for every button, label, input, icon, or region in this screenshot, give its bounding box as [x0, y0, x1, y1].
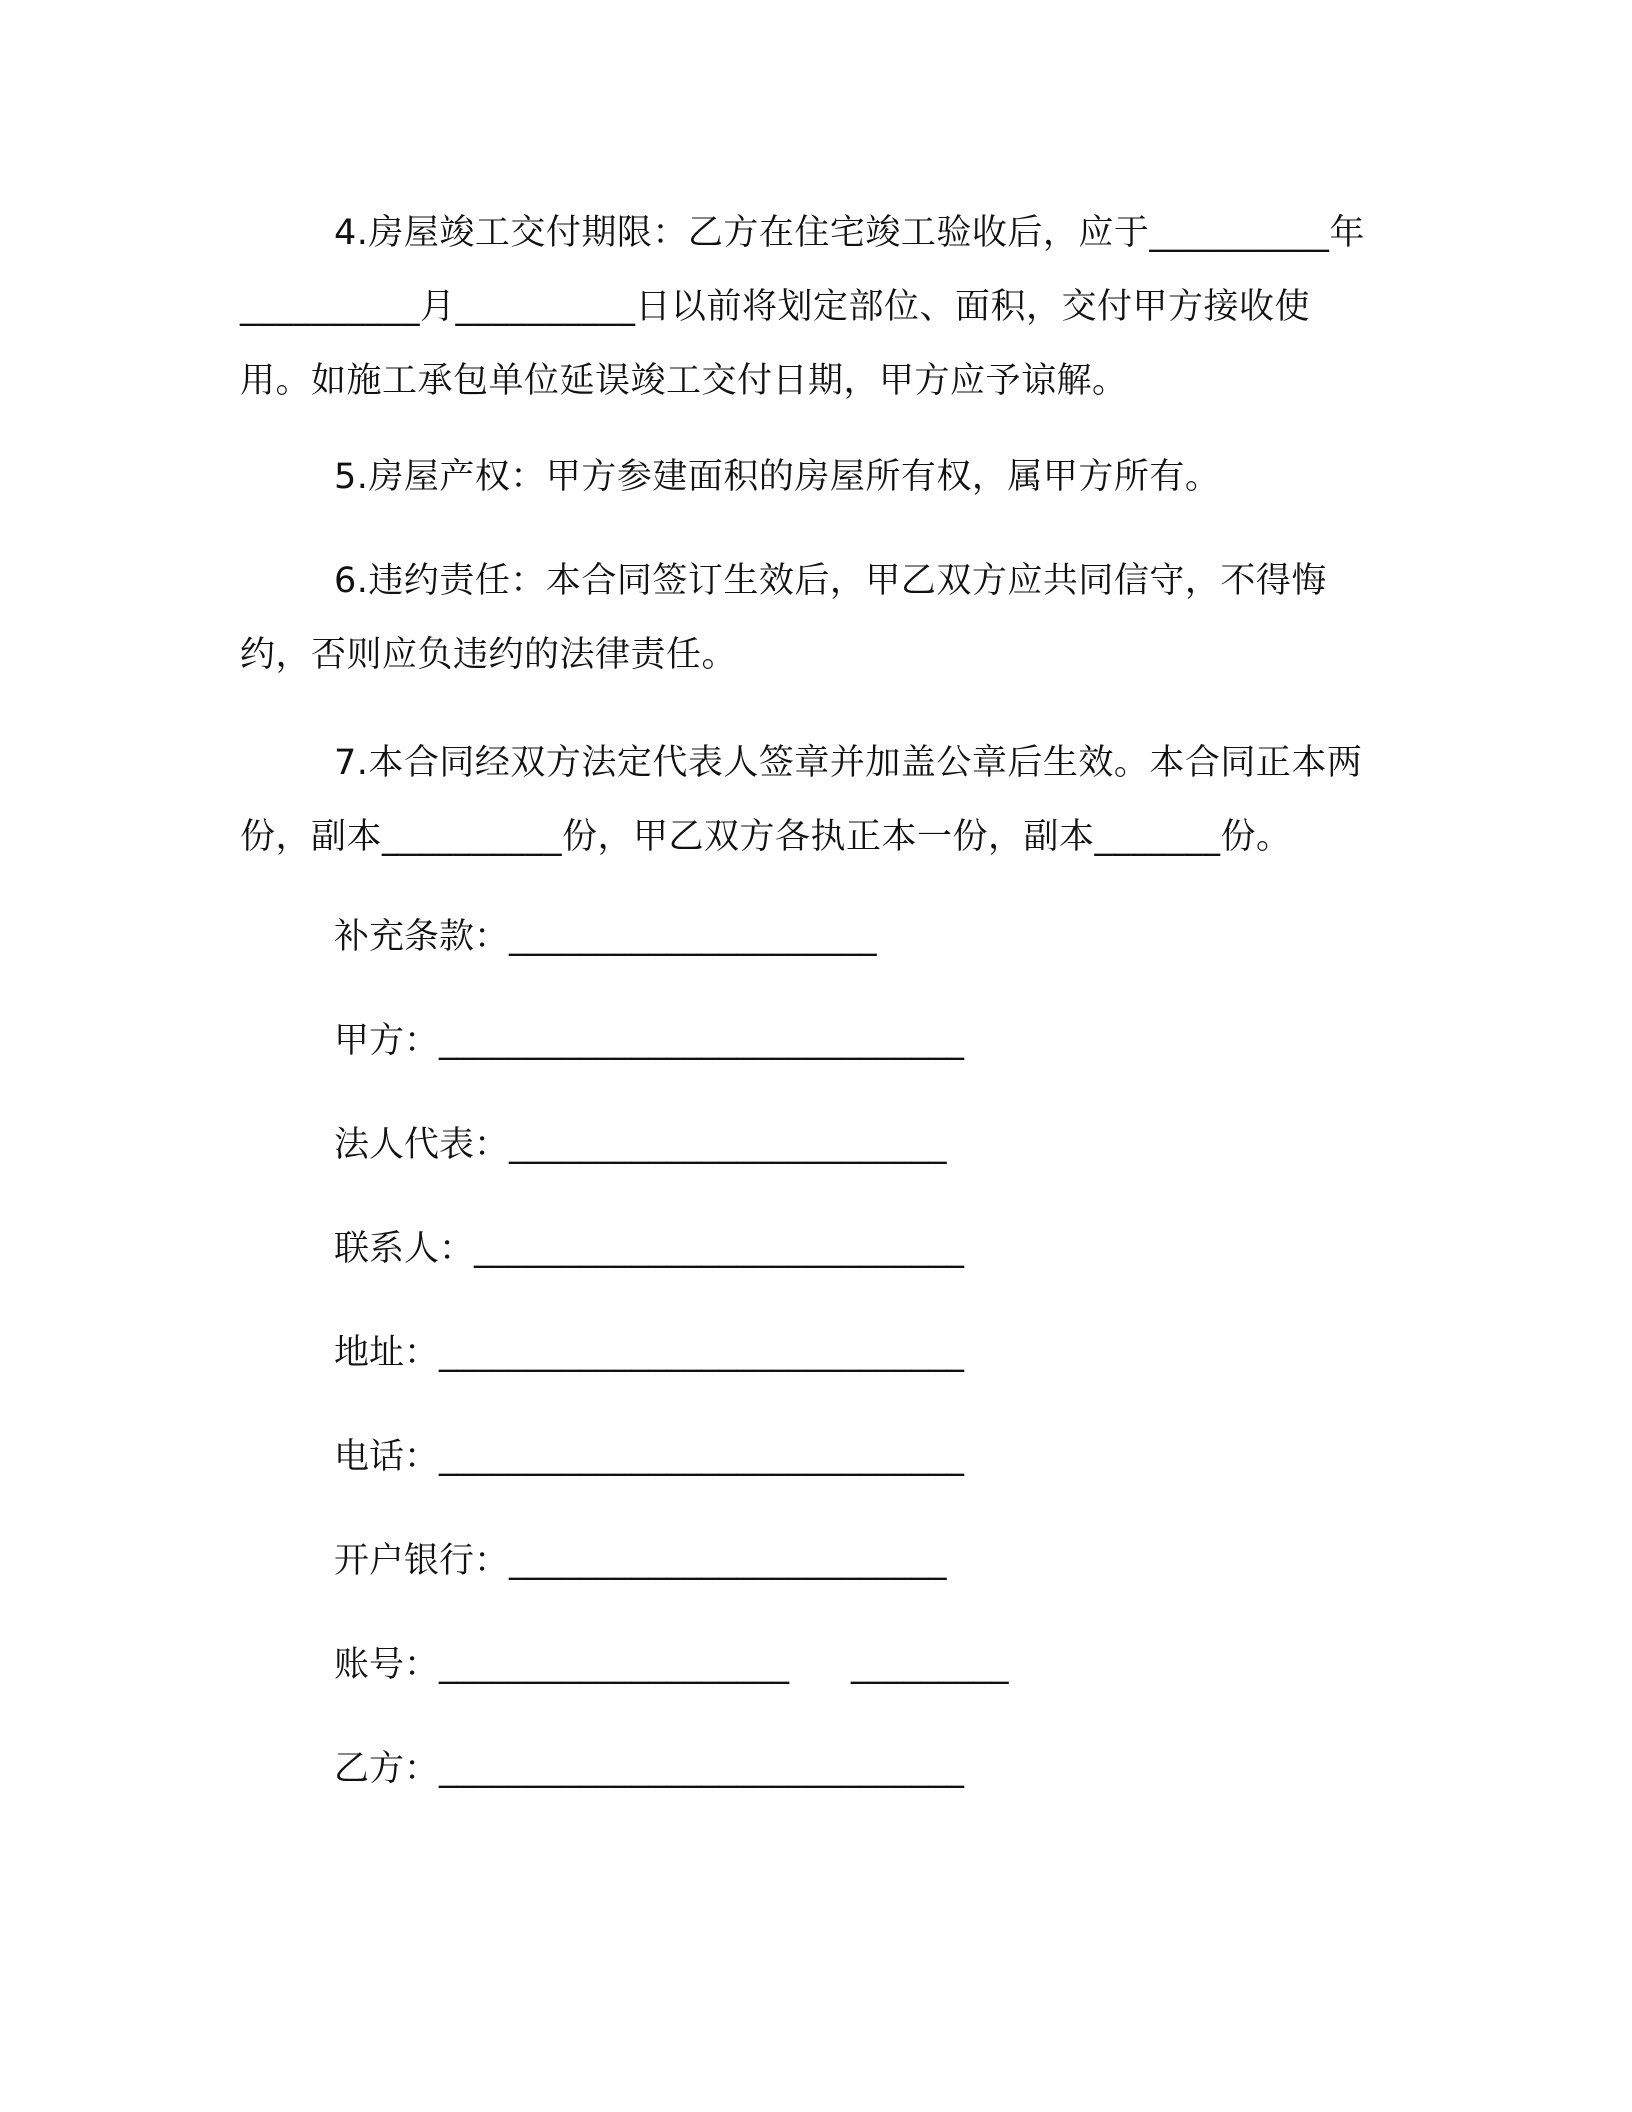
phone-label: 电话：	[334, 1437, 440, 1477]
party-b-label: 乙方：	[334, 1749, 440, 1789]
clause-7-effectiveness: 7.本合同经双方法定代表人签章并加盖公章后生效。本合同正本两份，副本__________份，甲乙双方各执正本一份，副本_______份。	[240, 743, 1363, 857]
contact-person-blank[interactable]: ____________________________	[474, 1229, 965, 1269]
party-b-blank[interactable]: ______________________________	[439, 1749, 965, 1789]
phone-field[interactable]	[334, 1432, 964, 1482]
bank-label: 开户银行：	[334, 1541, 510, 1581]
contact-person-label: 联系人：	[334, 1229, 475, 1269]
party-b-field[interactable]	[334, 1744, 964, 1794]
account-label: 账号：	[334, 1645, 440, 1685]
party-a-field[interactable]	[334, 1016, 964, 1066]
bank-blank[interactable]: _________________________	[509, 1541, 947, 1581]
party-a-label: 甲方：	[334, 1021, 440, 1061]
account-blank-secondary[interactable]: _________	[851, 1645, 1009, 1685]
supplementary-terms-field[interactable]	[334, 912, 877, 962]
account-blank[interactable]: ____________________	[439, 1645, 790, 1685]
contact-person-field[interactable]	[334, 1224, 964, 1274]
account-field[interactable]	[334, 1640, 1009, 1690]
supplementary-terms-blank[interactable]: _____________________	[509, 917, 877, 957]
supplementary-terms-label: 补充条款：	[334, 917, 510, 957]
address-blank[interactable]: ______________________________	[439, 1333, 965, 1373]
legal-representative-blank[interactable]: _________________________	[509, 1125, 947, 1165]
clause-4-completion-deadline: 4.房屋竣工交付期限：乙方在住宅竣工验收后，应于__________年__________月__________日以前将划定部位、面积，交付甲方接收使用。如施工承包单位延误竣工交付日期，甲方应予谅解。	[240, 213, 1365, 401]
clause-5-property-rights: 5.房屋产权：甲方参建面积的房屋所有权，属甲方所有。	[334, 457, 1221, 497]
party-a-blank[interactable]: ______________________________	[439, 1021, 965, 1061]
address-field[interactable]	[334, 1328, 964, 1378]
phone-blank[interactable]: ______________________________	[439, 1437, 965, 1477]
bank-field[interactable]	[334, 1536, 947, 1586]
clause-6-breach-liability: 6.违约责任：本合同签订生效后，甲乙双方应共同信守，不得悔约，否则应负违约的法律责任。	[240, 561, 1327, 675]
legal-representative-label: 法人代表：	[334, 1125, 510, 1165]
address-label: 地址：	[334, 1333, 440, 1373]
legal-representative-field[interactable]	[334, 1120, 947, 1170]
